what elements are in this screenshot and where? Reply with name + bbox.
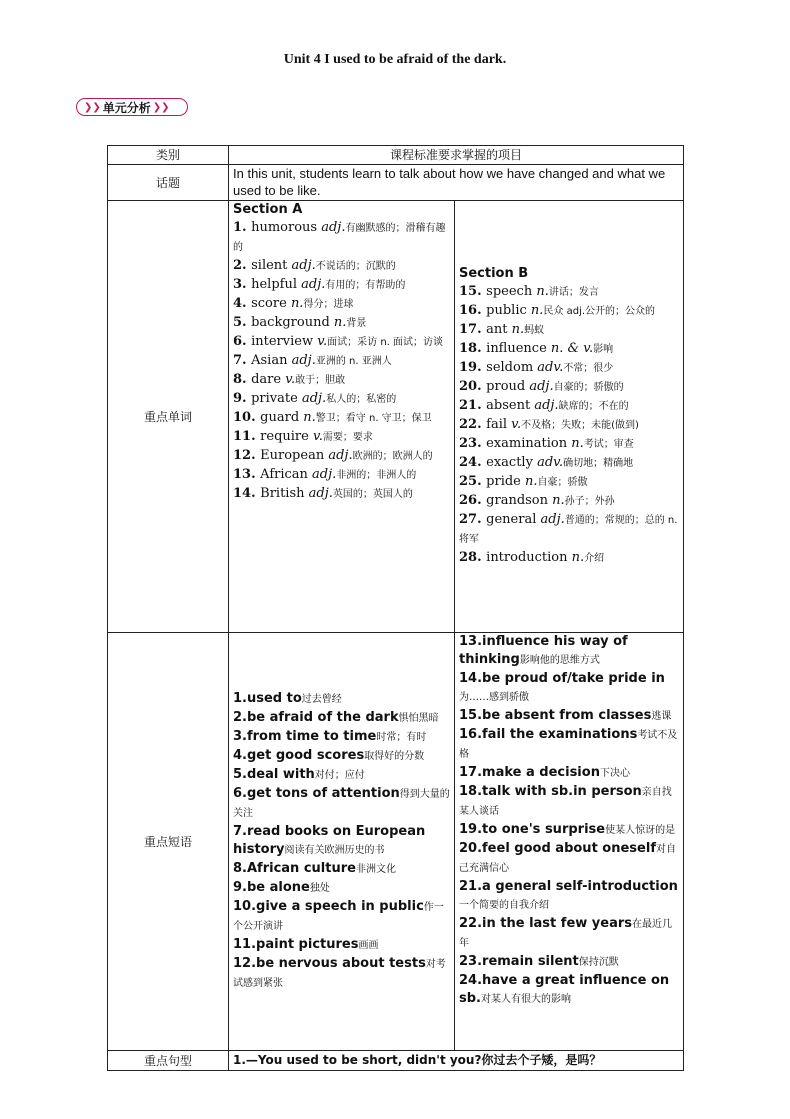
word-meaning: 不及格；失败；未能(做到) [521,420,639,431]
page-title: Unit 4 I used to be afraid of the dark. [283,52,507,67]
word-item [459,397,679,416]
word-number: 19. [459,360,487,375]
phrase-meaning: 阅读有关欧洲历史的书 [284,845,385,856]
phrase-meaning: 画画 [358,940,379,951]
header-items: 课程标准要求掌握的项目 [229,146,684,165]
phrase-item [233,860,450,879]
phrase-item [459,633,679,670]
phrase-meaning: 过去曾经 [301,694,342,705]
words-a-list [233,219,450,504]
word-number: 22. [459,417,487,432]
phrase-meaning: 独处 [309,883,330,894]
phrase-text: remain silent [482,954,579,969]
phrase-number: 5. [233,767,247,782]
phrase-meaning: 对付；应付 [314,770,365,781]
phrase-text: make a decision [482,765,600,780]
phrase-meaning: 对某人有很大的影响 [480,994,571,1005]
word-item [459,416,679,435]
word-text: Asian [251,353,292,368]
word-pos: adj. [321,220,346,235]
word-item [233,295,450,314]
phrase-text: be afraid of the dark [246,710,399,725]
word-text: general [486,512,541,527]
phrase-number: 22. [459,916,483,931]
phrase-item [459,915,679,953]
phrase-meaning: 对考试感到紧张 [233,959,446,989]
phrase-text: be proud of/take pride in [482,671,665,686]
word-meaning: 孙子；外孙 [564,496,615,507]
word-item [233,333,450,352]
phrase-item [233,766,450,785]
phrase-number: 24. [459,973,483,988]
phrase-number: 9. [233,880,247,895]
word-number: 6. [233,334,252,349]
word-pos: n. [290,296,304,311]
phrase-item [459,878,679,915]
word-item [459,302,679,321]
word-text: proud [486,379,530,394]
word-item [459,435,679,454]
word-pos: adj. [328,448,353,463]
words-label: 重点单词 [108,201,229,633]
word-meaning: 不说话的；沉默的 [315,261,396,272]
word-item [233,447,450,466]
section-badge [76,98,188,116]
phrase-number: 18. [459,784,483,799]
word-pos: n. [303,410,316,425]
word-number: 27. [459,512,487,527]
phrase-item [459,707,679,726]
word-pos: adj. [308,486,333,501]
phrase-item [233,747,450,766]
word-item [233,314,450,333]
word-item [233,352,450,371]
word-meaning: 自豪的；骄傲的 [553,382,624,393]
word-text: African [260,467,313,482]
word-pos: v. [285,372,296,387]
phrase-item [233,785,450,823]
word-meaning: 有用的；有帮助的 [325,280,406,291]
word-number: 2. [233,258,252,273]
word-number: 18. [459,341,487,356]
word-pos: n. & v. [550,341,594,356]
topic-text: In this unit, students learn to talk about how we have changed and what we used to be like. [229,165,684,201]
phrase-text: fail the examinations [482,727,638,742]
phrase-item [233,823,450,860]
phrase-meaning: 作一个公开演讲 [233,902,444,932]
word-pos: adv. [537,360,564,375]
word-text: dare [251,372,286,387]
word-pos: adj. [291,353,316,368]
phrase-number: 15. [459,708,483,723]
word-item [233,276,450,295]
phrase-item [233,690,450,709]
phrase-text: give a speech in public [256,899,424,914]
phrase-meaning: 下决心 [599,768,630,779]
phrase-number: 3. [233,729,247,744]
phrase-text: African culture [246,861,356,876]
phrase-item [459,821,679,840]
phrase-text: a general self-introduction [482,879,678,894]
word-text: influence [486,341,551,356]
phrases-col-a [229,633,455,1051]
word-meaning: 亚洲的 n. 亚洲人 [315,356,392,367]
word-number: 20. [459,379,487,394]
phrase-meaning: 得到大量的关注 [233,789,450,819]
word-meaning: 英国的；英国人的 [332,489,413,500]
word-pos: v. [317,334,328,349]
word-item [233,219,450,257]
phrase-number: 20. [459,841,483,856]
phrase-text: to one's surprise [482,822,606,837]
word-text: background [251,315,334,330]
phrase-meaning: 在最近几年 [459,919,673,949]
phrase-number: 13. [459,634,483,649]
word-pos: adj. [301,277,326,292]
phrases-col-b [455,633,684,1051]
word-text: European [260,448,329,463]
word-pos: n. [571,436,584,451]
phrase-item [233,898,450,936]
section-b-heading: Section B [459,266,529,281]
section-a-heading: Section A [233,202,303,217]
phrase-text: have a great influence on sb. [459,973,670,1006]
word-pos: adj. [529,379,554,394]
word-pos: adj. [540,512,565,527]
phrases-b-list [459,633,679,1009]
word-item [233,409,450,428]
phrase-number: 4. [233,748,247,763]
phrase-meaning: 一个简要的自我介绍 [459,900,549,911]
phrase-meaning: 取得好的分数 [364,751,425,762]
word-pos: adj. [534,398,559,413]
phrase-item [459,840,679,878]
word-number: 8. [233,372,252,387]
phrase-item [233,879,450,898]
word-pos: n. [525,474,538,489]
word-item [459,359,679,378]
word-text: absent [486,398,535,413]
phrase-item [233,955,450,993]
word-meaning: 需要；要求 [322,432,373,443]
word-meaning: 民众 adj.公开的；公众的 [543,306,656,317]
word-item [459,473,679,492]
phrase-meaning: 时常；有时 [376,732,427,743]
word-number: 25. [459,474,487,489]
phrases-label: 重点短语 [108,633,229,1051]
word-meaning: 介绍 [584,553,605,564]
phrase-number: 11. [233,937,257,952]
word-number: 14. [233,486,261,501]
word-pos: v. [312,429,323,444]
word-text: ant [486,322,512,337]
word-item [459,511,679,549]
word-number: 9. [233,391,252,406]
word-meaning: 确切地；精确地 [563,458,634,469]
word-meaning: 考试；审查 [583,439,634,450]
topic-label: 话题 [108,165,229,201]
phrase-text: get tons of attention [246,786,400,801]
header-category: 类别 [108,146,229,165]
word-meaning: 私人的；私密的 [326,394,397,405]
word-text: British [260,486,309,501]
word-item [459,340,679,359]
phrase-number: 10. [233,899,257,914]
phrase-text: be absent from classes [482,708,652,723]
words-section-b [455,201,684,633]
word-text: public [486,303,531,318]
word-meaning: 自豪；骄傲 [537,477,588,488]
phrase-text: get good scores [246,748,365,763]
word-pos: adj. [301,391,327,406]
double-chevron-right-icon: ❯❯ [152,101,170,113]
word-number: 21. [459,398,487,413]
phrase-text: talk with sb.in person [482,784,642,799]
word-text: introduction [486,550,572,565]
phrase-number: 21. [459,879,483,894]
phrase-number: 8. [233,861,247,876]
phrase-number: 14. [459,671,483,686]
phrase-meaning: 为……感到骄傲 [459,692,529,703]
phrase-number: 19. [459,822,483,837]
word-meaning: 敢于；胆敢 [295,375,346,386]
word-number: 11. [233,429,261,444]
word-meaning: 缺席的；不在的 [558,401,629,412]
word-meaning: 背景 [346,318,367,329]
word-meaning: 讲话；发言 [548,287,599,298]
word-item [459,454,679,473]
word-number: 7. [233,353,252,368]
phrase-number: 12. [233,956,257,971]
word-item [233,428,450,447]
word-text: require [260,429,313,444]
phrases-a-list [233,690,450,993]
word-number: 28. [459,550,487,565]
word-pos: n. [571,550,585,565]
phrase-text: from time to time [246,729,377,744]
word-pos: n. [511,322,525,337]
phrase-number: 6. [233,786,247,801]
word-pos: n. [536,284,549,299]
word-item [459,321,679,340]
word-number: 12. [233,448,261,463]
word-meaning: 蚂蚁 [524,325,545,336]
word-item [233,466,450,485]
word-text: pride [486,474,525,489]
word-item [233,371,450,390]
phrase-number: 17. [459,765,483,780]
word-item [233,485,450,504]
phrase-meaning: 非洲文化 [355,864,396,875]
word-item [459,549,679,568]
phrase-text: used to [246,691,302,706]
word-number: 26. [459,493,487,508]
phrase-number: 7. [233,824,247,839]
word-text: helpful [251,277,302,292]
word-text: speech [486,284,537,299]
word-pos: adj. [312,467,337,482]
word-text: score [251,296,291,311]
word-item [459,283,679,302]
phrase-meaning: 使某人惊讶的是 [605,825,676,836]
phrase-meaning: 影响他的思维方式 [519,655,600,666]
phrase-meaning: 保持沉默 [578,957,619,968]
word-number: 10. [233,410,261,425]
word-meaning: 非洲的；非洲人的 [336,470,417,481]
word-text: exactly [486,455,538,470]
word-text: examination [486,436,572,451]
word-number: 1. [233,220,252,235]
phrase-text: read books on European history [233,824,426,857]
sentences-text: 1.—You used to be short, didn't you?你过去个子矮，是吗？ [229,1051,684,1071]
phrase-number: 16. [459,727,483,742]
word-text: seldom [486,360,538,375]
phrase-text: feel good about oneself [482,841,656,856]
word-text: silent [251,258,292,273]
word-number: 17. [459,322,487,337]
word-text: fail [486,417,512,432]
word-item [233,257,450,276]
phrase-meaning: 考试不及格 [459,730,678,760]
word-number: 23. [459,436,487,451]
word-pos: n. [333,315,347,330]
word-number: 4. [233,296,252,311]
word-item [459,378,679,397]
double-chevron-right-icon: ❯❯ [84,101,101,113]
word-meaning: 得分；进球 [303,299,354,310]
sentences-label: 重点句型 [108,1051,229,1071]
word-number: 15. [459,284,487,299]
word-pos: v. [511,417,522,432]
word-item [233,390,450,409]
word-number: 16. [459,303,487,318]
phrase-meaning: 亲自找某人谈话 [459,787,672,817]
phrase-item [233,728,450,747]
word-text: private [251,391,302,406]
phrase-text: in the last few years [482,916,633,931]
phrase-item [459,953,679,972]
phrase-number: 1. [233,691,247,706]
phrase-text: deal with [246,767,315,782]
phrase-item [233,709,450,728]
unit-analysis-table [107,145,684,1071]
phrase-item [459,783,679,821]
phrase-item [459,726,679,764]
word-pos: n. [552,493,565,508]
word-text: grandson [486,493,553,508]
phrase-text: be alone [246,880,310,895]
phrase-text: be nervous about tests [256,956,426,971]
badge-label: 单元分析 [102,100,151,115]
word-pos: adj. [291,258,316,273]
phrase-item [459,764,679,783]
word-text: guard [260,410,304,425]
phrase-meaning: 逃课 [651,711,672,722]
word-meaning: 欧洲的；欧洲人的 [352,451,433,462]
phrase-item [459,972,679,1009]
word-number: 24. [459,455,487,470]
words-section-a [229,201,455,633]
phrase-text: paint pictures [256,937,359,952]
phrase-text: influence his way of thinking [459,634,628,667]
word-item [459,492,679,511]
word-pos: adv. [537,455,564,470]
phrase-meaning: 惧怕黑暗 [398,713,439,724]
words-b-list [459,283,679,568]
word-number: 3. [233,277,252,292]
phrase-item [459,670,679,707]
phrase-number: 2. [233,710,247,725]
word-pos: n. [530,303,544,318]
word-meaning: 普通的；常规的；总的 n. 将军 [459,515,678,545]
word-text: humorous [251,220,322,235]
word-meaning: 面试；采访 n. 面试；访谈 [327,337,444,348]
word-meaning: 有幽默感的；滑稽有趣的 [233,223,446,253]
word-text: interview [251,334,318,349]
phrase-item [233,936,450,955]
word-meaning: 影响 [593,344,614,355]
word-meaning: 警卫；看守 n. 守卫；保卫 [315,413,432,424]
word-number: 13. [233,467,261,482]
phrase-number: 23. [459,954,483,969]
word-number: 5. [233,315,252,330]
phrase-meaning: 对自己充满信心 [459,844,676,874]
word-meaning: 不常；很少 [563,363,614,374]
